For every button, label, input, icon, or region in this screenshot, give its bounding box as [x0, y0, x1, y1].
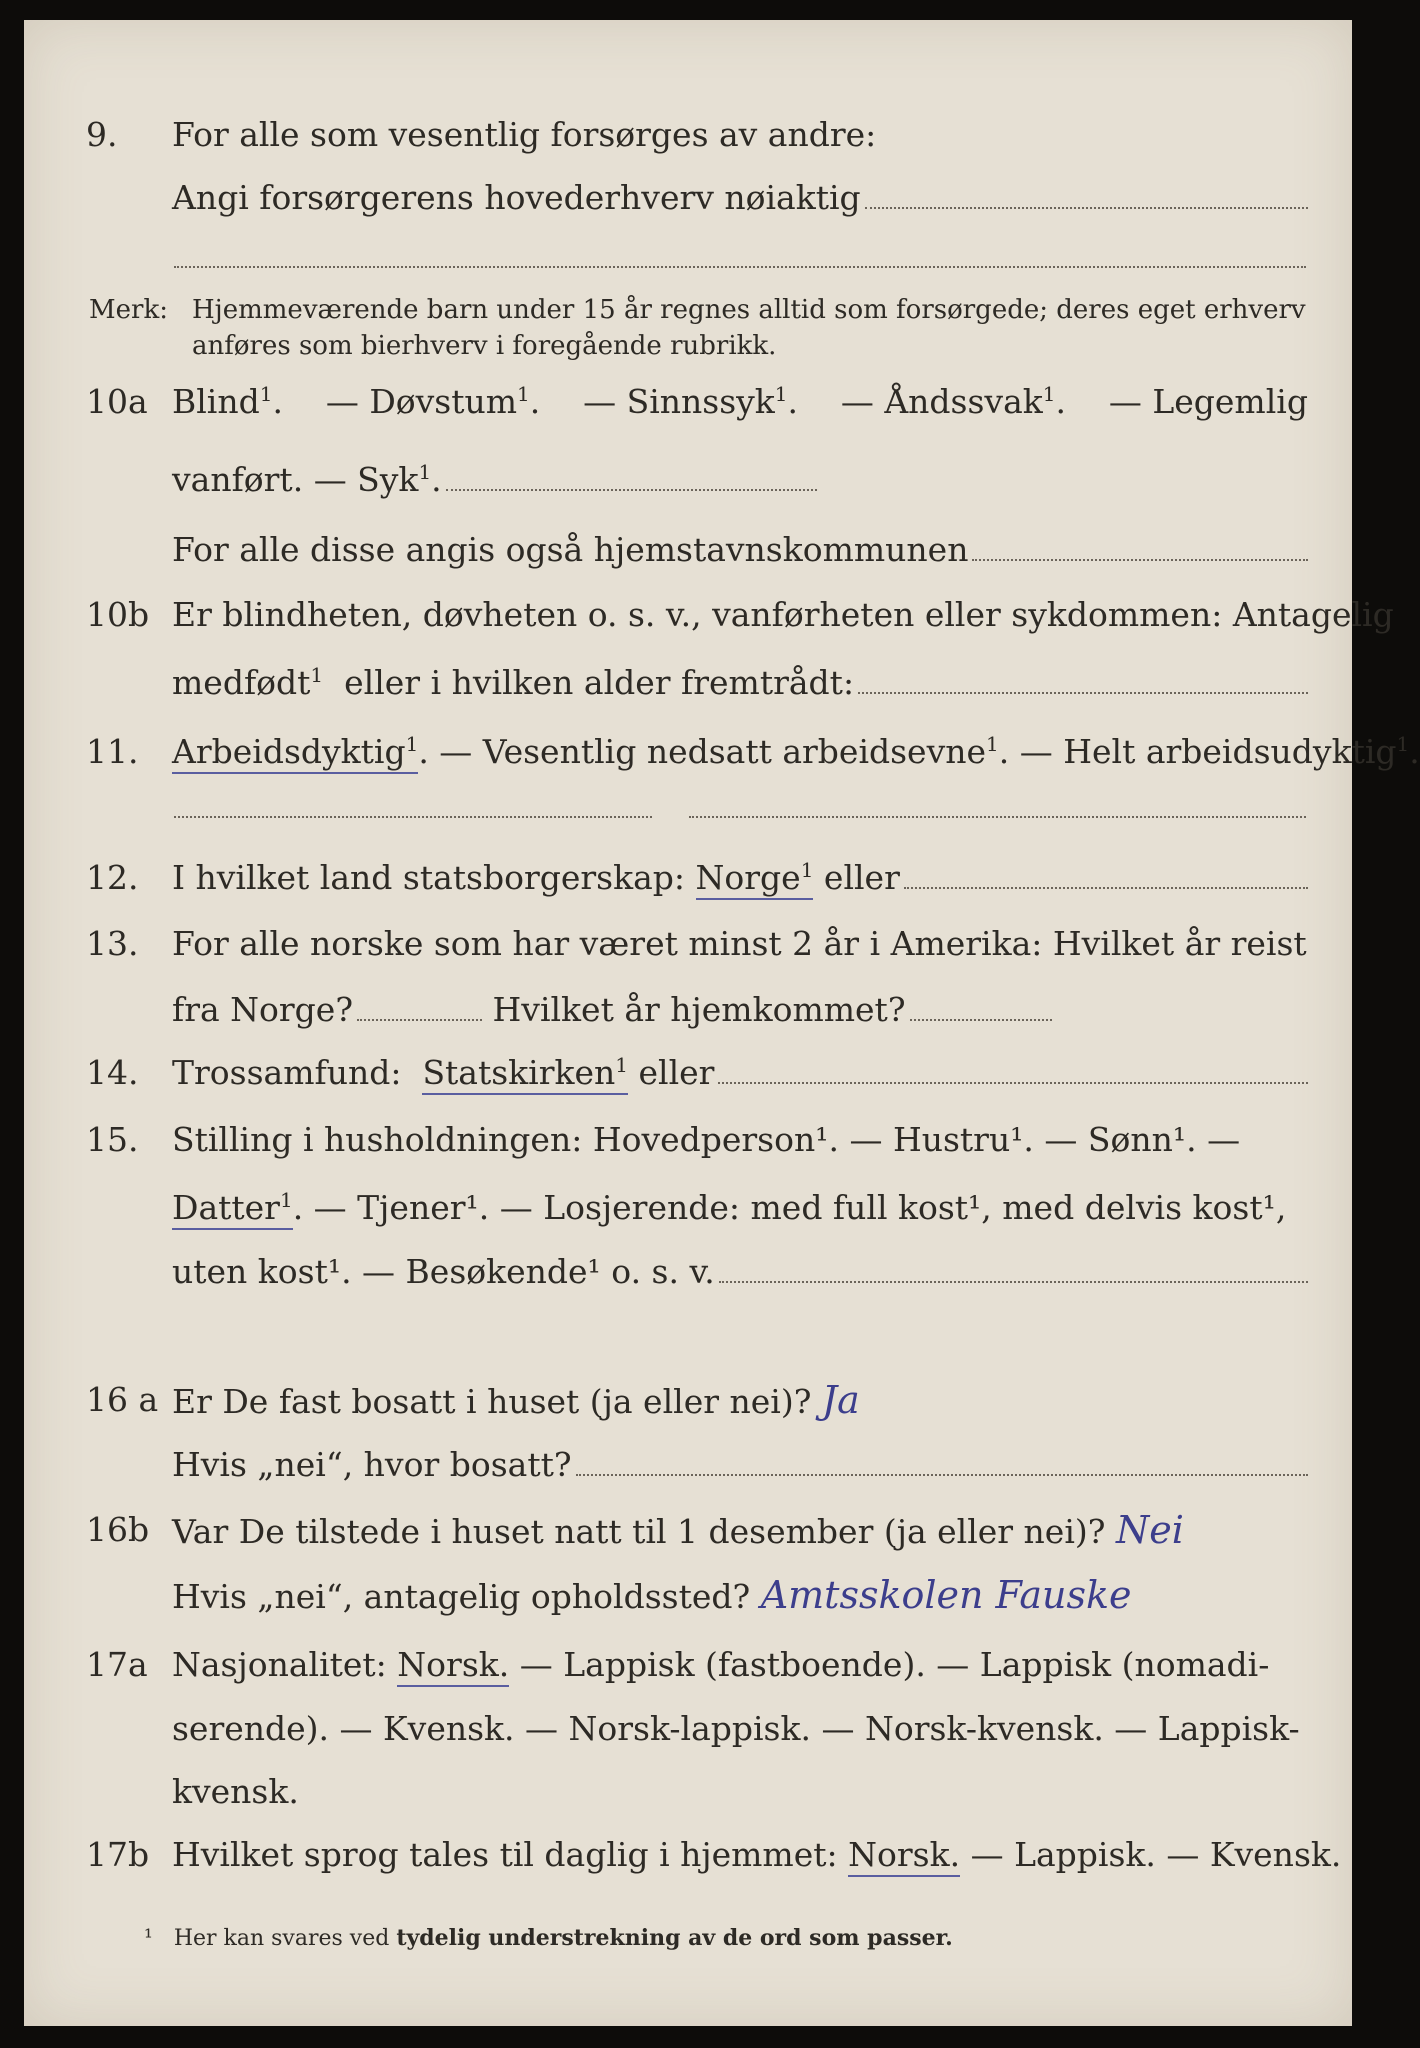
option-udyktig: . — Helt arbeidsudyktig$^1$.	[998, 732, 1420, 771]
question-text: uten kost¹. — Besøkende¹ o. s. v.	[172, 1252, 715, 1291]
question-number: 17a	[86, 1645, 148, 1684]
note-text: Hjemmeværende barn under 15 år regnes alltid som forsørgede; deres eget erhverv anføres som bierhverv i foregående rubrikk.	[192, 295, 1306, 361]
handwritten-answer: Ja	[821, 1378, 860, 1422]
question-number: 16b	[86, 1510, 150, 1549]
question-text: Er blindheten, døvheten o. s. v., vanførheten eller sykdommen: Antagelig	[172, 595, 1394, 634]
handwritten-answer: Nei	[1115, 1508, 1184, 1552]
question-text: — Lappisk (fastboende). — Lappisk (nomadi-	[519, 1645, 1270, 1684]
question-text: For alle disse angis også hjemstavnskommunen	[172, 530, 969, 569]
option-syk: — Syk$^1$.	[313, 460, 442, 499]
question-text: eller	[823, 858, 900, 897]
answer-line[interactable]	[719, 1279, 1308, 1283]
option-blind: Blind$^1$.	[172, 382, 283, 421]
question-number: 9.	[86, 115, 118, 154]
answer-line[interactable]	[718, 1080, 1308, 1084]
question-text: kvensk.	[172, 1772, 299, 1811]
answer-line[interactable]	[576, 1472, 1308, 1476]
question-number: 17b	[86, 1835, 150, 1874]
handwritten-answer: Amtsskolen Fauske	[760, 1573, 1132, 1617]
option-nedsatt: . — Vesentlig nedsatt arbeidsevne$^1$	[418, 732, 999, 771]
question-text: Hvis „nei“, hvor bosatt?	[172, 1445, 572, 1484]
question-text: Nasjonalitet:	[172, 1645, 387, 1684]
question-text: Angi forsørgerens hovederhverv nøiaktig	[172, 178, 861, 217]
question-text: fra Norge?	[172, 990, 354, 1029]
question-text: serende). — Kvensk. — Norsk-lappisk. — Norsk-kvensk. — Lappisk-	[172, 1709, 1300, 1748]
option-sinnssyk: — Sinnssyk$^1$.	[583, 382, 799, 421]
question-text: — Lappisk. — Kvensk.	[970, 1835, 1342, 1874]
option-vanfort: vanført.	[172, 460, 304, 499]
question-text: Hvilket sprog tales til daglig i hjemmet:	[172, 1835, 838, 1874]
footnote-mark: ¹	[144, 1926, 153, 1951]
option-legemlig: — Legemlig	[1108, 382, 1308, 421]
option-dovstum: — Døvstum$^1$.	[325, 382, 541, 421]
answer-line[interactable]	[910, 1017, 1052, 1021]
answer-line[interactable]	[174, 266, 1306, 268]
answer-line[interactable]	[689, 816, 1306, 818]
answer-line[interactable]	[357, 1017, 482, 1021]
question-text: Hvis „nei“, antagelig opholdssted?	[172, 1577, 751, 1616]
question-text: I hvilket land statsborgerskap:	[172, 858, 686, 897]
question-number: 15.	[86, 1120, 139, 1159]
question-text: . — Tjener¹. — Losjerende: med full kost¹, med delvis kost¹,	[292, 1188, 1287, 1227]
option-medfodt: medfødt$^1$	[172, 663, 324, 702]
answer-line[interactable]	[858, 690, 1308, 694]
option-norge-underlined: Norge$^1$	[696, 858, 814, 900]
answer-line[interactable]	[904, 885, 1308, 889]
note-label: Merk:	[89, 295, 168, 325]
question-number: 13.	[86, 924, 139, 963]
option-norsk-underlined: Norsk.	[397, 1645, 509, 1687]
question-number: 16 a	[86, 1380, 159, 1419]
question-number: 14.	[86, 1053, 139, 1092]
option-statskirken-underlined: Statskirken$^1$	[422, 1053, 628, 1095]
footnote-bold-text: tydelig understrekning av de ord som passer.	[396, 1925, 953, 1951]
option-arbeidsdyktig-underlined: Arbeidsdyktig$^1$	[172, 732, 418, 774]
answer-line[interactable]	[174, 816, 652, 818]
footnote	[144, 1925, 953, 1951]
census-form-page	[24, 20, 1420, 2026]
question-text: Er De fast bosatt i huset (ja eller nei)?	[172, 1382, 812, 1421]
footnote-text: Her kan svares ved	[173, 1926, 390, 1951]
question-text: Trossamfund:	[172, 1053, 402, 1092]
question-number: 10b	[86, 595, 150, 634]
question-number: 11.	[86, 732, 139, 771]
question-text: Hvilket år hjemkommet?	[492, 990, 906, 1029]
question-number: 12.	[86, 858, 139, 897]
answer-line[interactable]	[972, 557, 1308, 561]
question-text: Var De tilstede i huset natt til 1 desember (ja eller nei)?	[172, 1512, 1106, 1551]
question-text: eller	[638, 1053, 715, 1092]
option-datter-underlined: Datter$^1$	[172, 1188, 293, 1230]
question-number: 10a	[86, 382, 148, 421]
option-norsk-underlined: Norsk.	[848, 1835, 960, 1877]
question-text: eller i hvilken alder fremtrådt:	[344, 663, 855, 702]
answer-line[interactable]	[446, 487, 817, 491]
question-text: For alle som vesentlig forsørges av andre:	[172, 115, 877, 154]
answer-line[interactable]	[865, 205, 1308, 209]
question-text: Stilling i husholdningen: Hovedperson¹. — Hustru¹. — Sønn¹. —	[172, 1120, 1241, 1159]
question-text: For alle norske som har været minst 2 år i Amerika: Hvilket år reist	[172, 924, 1307, 963]
option-andssvak: — Åndssvak$^1$.	[840, 382, 1066, 421]
